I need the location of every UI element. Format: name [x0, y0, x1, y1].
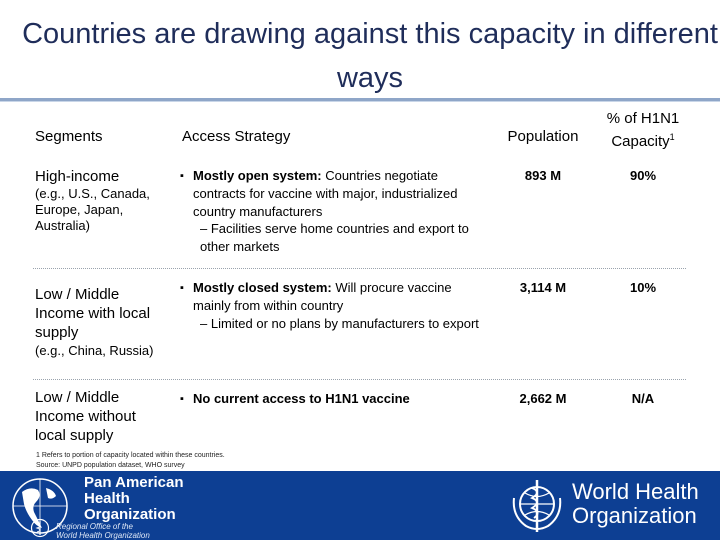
- segment-label: Low / Middle Income without local supply: [35, 389, 136, 444]
- slide-title: Countries are drawing against this capacity in different ways: [22, 18, 718, 94]
- strategy-bullet: ▪ Mostly open system: Countries negotiate contracts for vaccine with major, industrialized country manufacturers: [180, 168, 458, 219]
- bullet-icon: ▪: [180, 170, 184, 182]
- segment-example: (e.g., U.S., Canada, Europe, Japan, Australia): [35, 186, 150, 233]
- population-value: 3,114 M: [519, 280, 567, 295]
- header-capacity: % of H1N1 Capacity$^1$: [606, 110, 680, 150]
- capacity-value: 90%: [629, 168, 657, 183]
- header-population: Population: [507, 128, 579, 145]
- segment-label: High-income: [35, 168, 120, 185]
- strategy-bullet: ▪ Mostly closed system: Will procure vaccine mainly from within country: [180, 280, 452, 313]
- who-small-emblem-icon: [30, 518, 50, 538]
- row-divider: [33, 268, 686, 269]
- footnote: 1 Refers to portion of capacity located within these countries.: [36, 452, 225, 459]
- capacity-value: N/A: [631, 391, 655, 406]
- source-note: Source: UNPD population dataset, WHO survey: [36, 462, 185, 469]
- who-logo-text: World Health Organization: [572, 479, 699, 528]
- segment-label: Low / Middle Income with local supply: [35, 286, 151, 341]
- strategy-subpoint: – Facilities serve home countries and export to other markets: [200, 221, 469, 254]
- who-emblem-icon: [506, 476, 568, 536]
- segment-example: (e.g., China, Russia): [35, 343, 154, 358]
- paho-logo-subtitle: Regional Office of the World Health Organization: [56, 522, 150, 540]
- row-divider: [33, 379, 686, 380]
- paho-logo-text: Pan American Health Organization: [84, 474, 184, 523]
- population-value: 893 M: [524, 168, 562, 183]
- bullet-icon: ▪: [180, 282, 184, 294]
- population-value: 2,662 M: [519, 391, 567, 406]
- header-segments: Segments: [35, 128, 103, 145]
- header-access-strategy: Access Strategy: [182, 128, 291, 145]
- bullet-icon: ▪: [180, 393, 184, 405]
- capacity-value: 10%: [629, 280, 657, 295]
- strategy-subpoint: – Limited or no plans by manufacturers to export: [200, 316, 479, 331]
- title-divider-light: [0, 101, 720, 102]
- strategy-bullet: ▪ No current access to H1N1 vaccine: [180, 391, 410, 406]
